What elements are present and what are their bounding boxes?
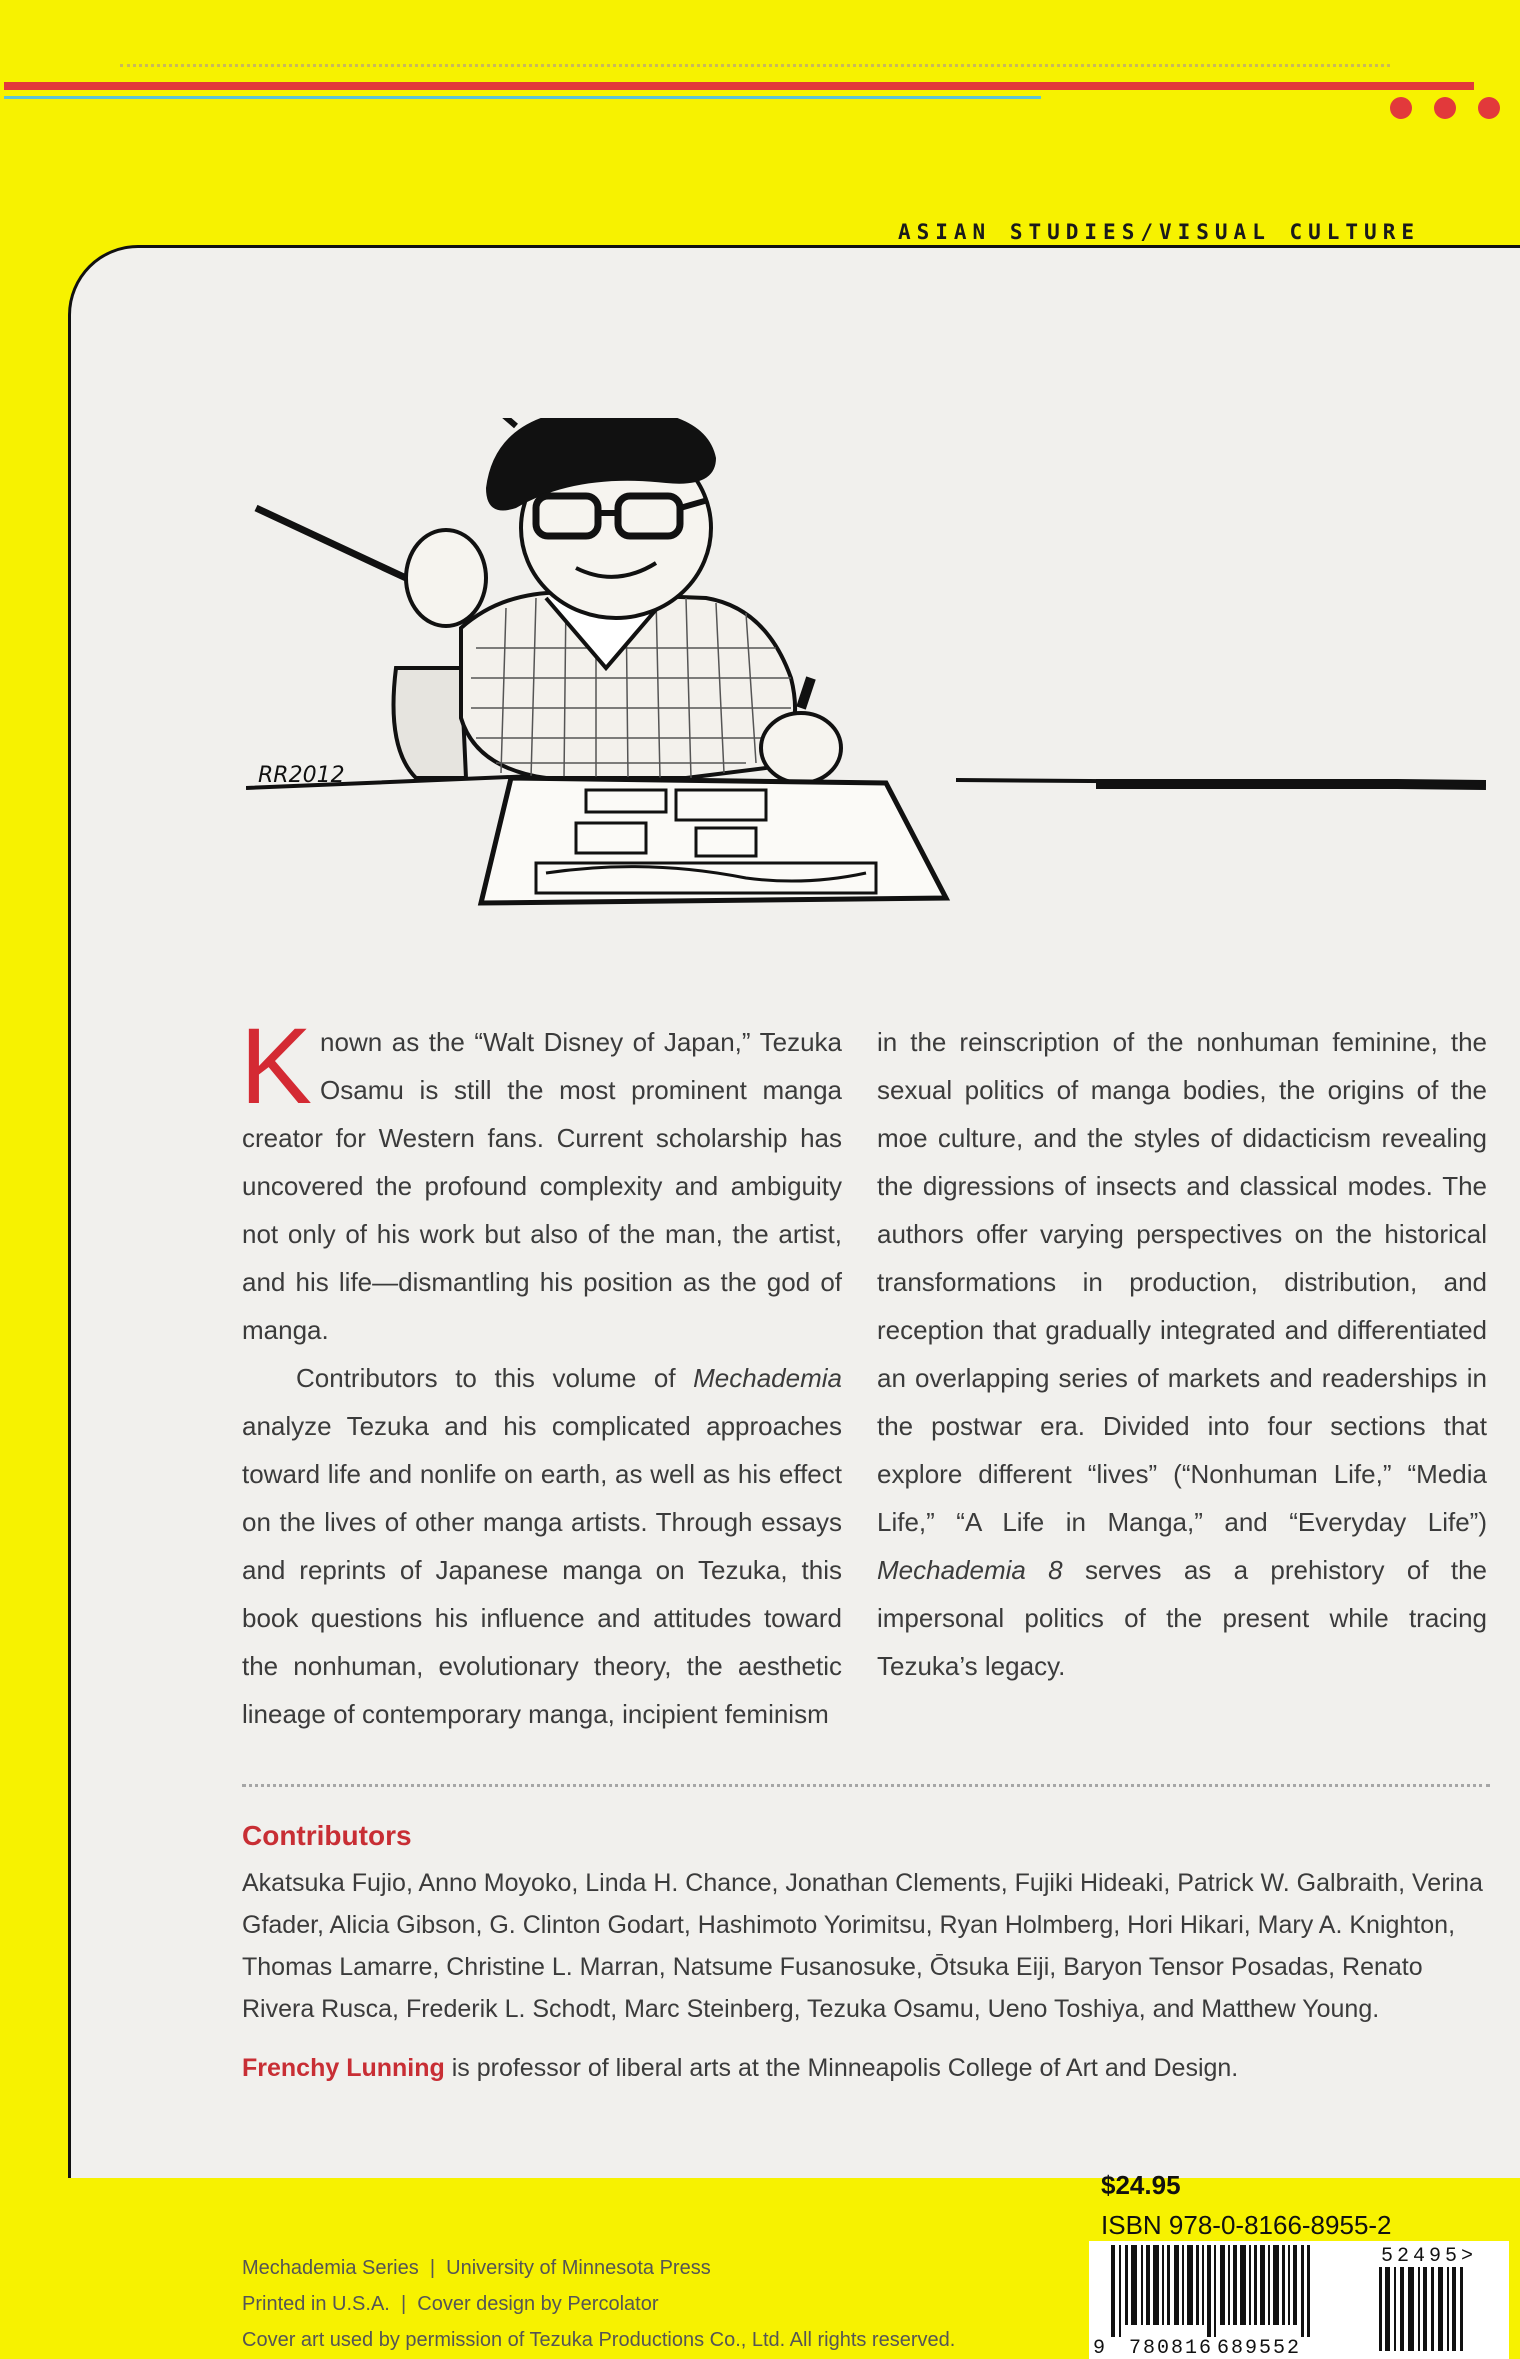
credits-line-3: Cover art used by permission of Tezuka Productions Co., Ltd. All rights reserved. (242, 2329, 956, 2351)
barcode-right-digits: 689552 (1217, 2337, 1302, 2359)
blue-stripe (4, 96, 1041, 99)
back-cover-panel (68, 245, 1520, 2359)
price: $24.95 (1101, 2170, 1181, 2200)
section-divider (242, 1784, 1490, 1787)
editor-bio (242, 2054, 1492, 2083)
red-stripe (4, 82, 1474, 90)
red-dots (1390, 97, 1500, 119)
paragraph-2-end: serves as a prehistory of the impersonal politics of the present while tracing Tezuka’s legacy. (877, 1555, 1487, 1681)
isbn: ISBN 978-0-8166-8955-2 (1101, 2210, 1392, 2240)
paragraph-2-rest: analyze Tezuka and his complicated approaches toward life and nonlife on earth, as well as his effect on the lives of other manga artists. Through essays and reprints of Japanese manga on Tezuka, this book questions his influence and attitudes toward the nonhuman, evolutionary theory, the aesthetic lineage of contemporary manga, incipient feminism (242, 1411, 842, 1729)
dot-icon (1434, 97, 1456, 119)
illustration-signature: RR2012 (258, 763, 345, 788)
dot-icon (1478, 97, 1500, 119)
volume-title: Mechademia 8 (877, 1555, 1063, 1585)
paragraph-2-continued: in the reinscription of the nonhuman feminine, the sexual politics of manga bodies, the origins of the moe culture, and the styles of didacticism revealing the digressions of insects and classical modes. The authors offer varying perspectives on the historical transformations in production, distribution, and reception that gradually integrated and differentiated an overlapping series of markets and readerships in the postwar era. Divided into four sections that explore different “lives” (“Nonhuman Life,” “Media Life,” “A Life in Manga,” and “Everyday Life”) (877, 1027, 1487, 1537)
description-column-left (240, 1005, 842, 1738)
series-name: Mechademia (693, 1363, 842, 1393)
barcode-left-digits: 780816 (1129, 2337, 1214, 2359)
cartoonist-illustration (246, 418, 1486, 1008)
dot-icon (1390, 97, 1412, 119)
drop-cap: K (240, 1005, 313, 1126)
barcode-addon: 52495> (1381, 2245, 1478, 2268)
contributors-list: Akatsuka Fujio, Anno Moyoko, Linda H. Chance, Jonathan Clements, Fujiki Hideaki, Patrick W. Galbraith, Verina Gfader, Alicia Gibson, G. Clinton Godart, Hashimoto Yorimitsu, Ryan Holmberg, Hori Hikari, Mary A. Knighton, Thomas Lamarre, Christine L. Marran, Natsume Fusanosuke, Ōtsuka Eiji, Baryon Tensor Posadas, Renato Rivera Rusca, Frederik L. Schodt, Marc Steinberg, Tezuka Osamu, Ueno Toshiya, and Matthew Young. (242, 1869, 1483, 2023)
credits-line-1: Mechademia Series | University of Minnesota Press (242, 2257, 711, 2279)
editor-bio-text: is professor of liberal arts at the Minneapolis College of Art and Design. (444, 2054, 1239, 2082)
description-column-right (877, 1018, 1487, 1690)
paragraph-2-start: Contributors to this volume of (296, 1363, 694, 1393)
credits-line-2: Printed in U.S.A. | Cover design by Percolator (242, 2293, 659, 2315)
contributors-heading: Contributors (242, 1820, 412, 1851)
barcode-lead-digit: 9 (1093, 2337, 1106, 2359)
top-dotted-rule (120, 64, 1390, 67)
editor-name: Frenchy Lunning (242, 2054, 445, 2082)
isbn-barcode (1089, 2241, 1509, 2359)
credits-block (242, 2250, 955, 2358)
category-label: ASIAN STUDIES/VISUAL CULTURE (897, 220, 1420, 244)
paragraph-1: nown as the “Walt Disney of Japan,” Tezuka Osamu is still the most prominent manga creator for Western fans. Current scholarship has uncovered the profound complexity and ambiguity not only of his work but also of the man, the artist, and his life—dismantling his position as the god of manga. (242, 1027, 842, 1345)
